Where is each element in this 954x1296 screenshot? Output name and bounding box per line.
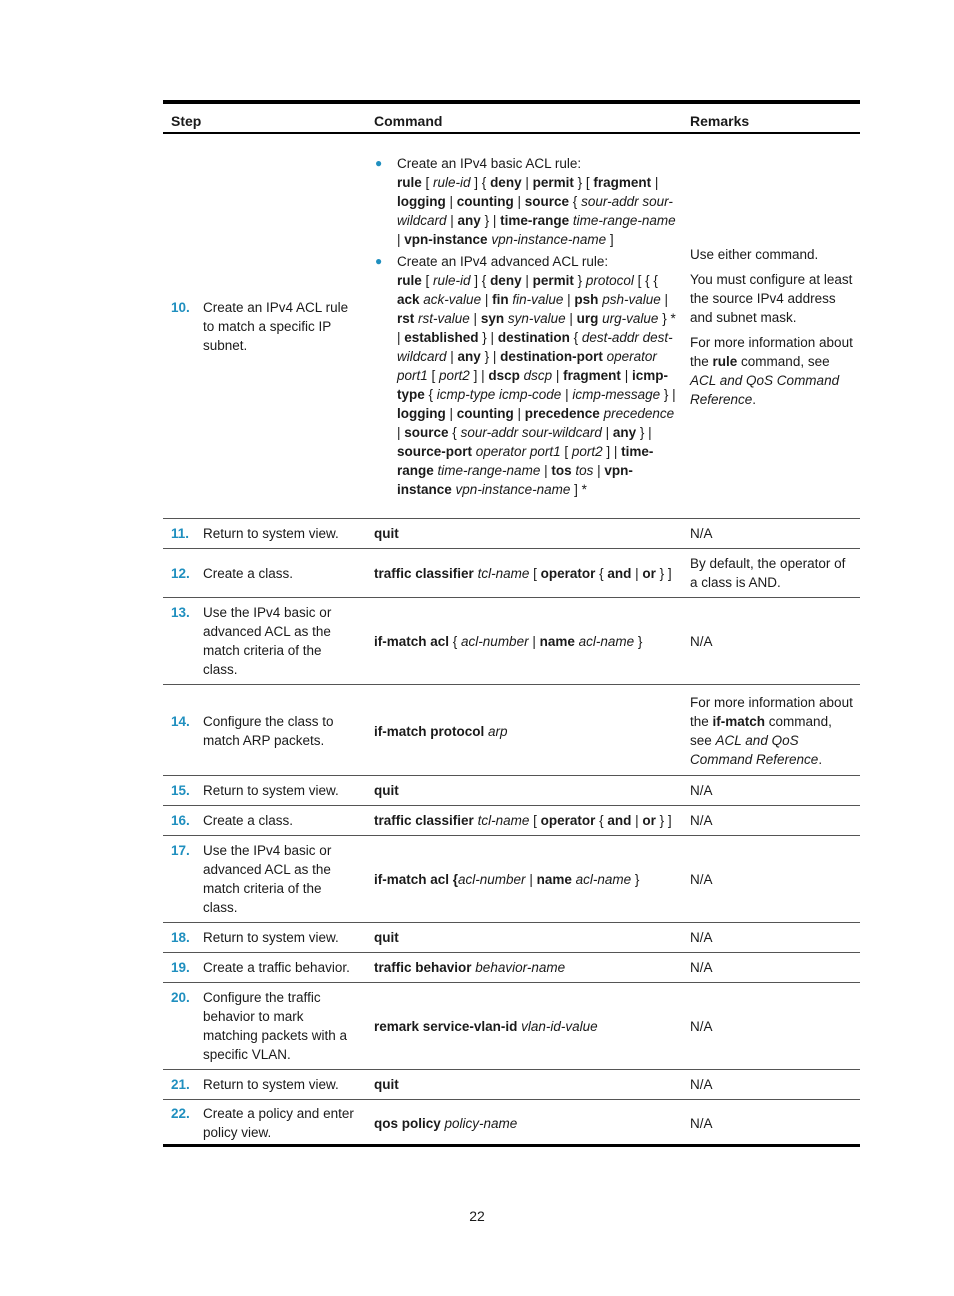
syntax-text: [ { { xyxy=(633,273,658,288)
remarks-cell xyxy=(682,836,860,923)
argument: fin-value xyxy=(512,292,564,307)
syntax-text: | xyxy=(446,213,458,228)
step xyxy=(171,564,360,583)
step-description: Use the IPv4 basic or advanced ACL as the match criteria of the class. xyxy=(203,843,332,915)
remark: N/A xyxy=(690,526,713,541)
bullet-icon: ● xyxy=(375,254,383,268)
page-number: 22 xyxy=(469,1208,485,1224)
remark: N/A xyxy=(690,960,713,975)
step-cell xyxy=(163,806,366,836)
syntax-text: } [ xyxy=(573,175,594,190)
step-number: 14. xyxy=(171,714,190,729)
step-number: 19. xyxy=(171,960,190,975)
step-description: Return to system view. xyxy=(203,930,339,945)
step-cell xyxy=(163,776,366,806)
keyword: fin xyxy=(492,292,509,307)
keyword: logging xyxy=(397,406,446,421)
keyword: time-range xyxy=(397,444,654,478)
keyword: source xyxy=(404,425,449,440)
remarks-cell xyxy=(682,598,860,685)
step-description: Return to system view. xyxy=(203,1077,339,1092)
argument: port2 xyxy=(571,444,603,459)
syntax-text: | xyxy=(445,194,457,209)
step xyxy=(171,928,360,947)
keyword: quit xyxy=(374,783,399,798)
header-remarks: Remarks xyxy=(682,102,860,133)
syntax-text: | xyxy=(631,813,643,828)
remarks-cell xyxy=(682,1070,860,1100)
table-row xyxy=(163,598,860,685)
keyword: quit xyxy=(374,930,399,945)
argument: operator port1 xyxy=(475,444,561,459)
keyword: permit xyxy=(532,273,574,288)
keyword: destination xyxy=(497,330,570,345)
keyword: any xyxy=(457,213,481,228)
syntax-text: [ xyxy=(529,813,541,828)
command-cell xyxy=(366,923,682,953)
syntax-text: ] | xyxy=(602,444,622,459)
keyword: precedence xyxy=(524,406,600,421)
syntax-text: For more information about the xyxy=(690,334,853,369)
step-cell xyxy=(163,1100,366,1146)
syntax-text: [ xyxy=(560,444,572,459)
syntax-text: | xyxy=(469,311,481,326)
syntax-text: | xyxy=(397,232,405,247)
remarks-cell xyxy=(682,983,860,1070)
step xyxy=(171,781,360,800)
remarks-cell xyxy=(682,776,860,806)
syntax-text: { xyxy=(569,330,582,345)
syntax-text: command, see xyxy=(737,353,830,369)
step-cell xyxy=(163,685,366,776)
step-cell xyxy=(163,953,366,983)
syntax-text: | xyxy=(446,349,458,364)
argument: acl-number xyxy=(458,871,526,887)
keyword: fragment xyxy=(563,368,621,383)
command-cell xyxy=(366,836,682,923)
step-description: Configure the class to match ARP packets. xyxy=(203,714,334,748)
syntax-text: | xyxy=(563,292,575,307)
command-cell xyxy=(366,519,682,549)
remark xyxy=(690,333,854,409)
step-description: Return to system view. xyxy=(203,783,339,798)
syntax-text: } ] xyxy=(655,813,672,828)
keyword: traffic classifier xyxy=(374,565,474,581)
syntax-text: [ xyxy=(427,368,440,383)
step xyxy=(171,988,360,1064)
argument: protocol xyxy=(585,273,634,288)
step-number: 16. xyxy=(171,813,190,828)
argument: icmp-message xyxy=(572,387,661,402)
syntax-text: } | xyxy=(636,425,652,440)
keyword: vpn-instance xyxy=(397,463,633,497)
keyword: operator xyxy=(540,813,596,828)
keyword: icmp-type xyxy=(397,368,668,402)
keyword: if-match acl xyxy=(374,633,450,649)
syntax-text: } | xyxy=(660,387,676,402)
keyword: deny xyxy=(490,175,522,190)
keyword: ack xyxy=(397,292,420,307)
acl-command-syntax xyxy=(397,173,676,249)
step xyxy=(171,1075,360,1094)
syntax-text: . xyxy=(752,391,757,407)
step-description: Create an IPv4 ACL rule to match a specific IP subnet. xyxy=(203,300,349,353)
argument: vlan-id-value xyxy=(521,1018,598,1034)
syntax-text: } xyxy=(573,273,586,288)
remark: N/A xyxy=(690,1115,713,1131)
syntax-text: ] xyxy=(606,232,614,247)
acl-command-item xyxy=(374,154,676,249)
remark: N/A xyxy=(690,930,713,945)
step-cell xyxy=(163,133,366,519)
syntax-text: | xyxy=(397,425,405,440)
keyword: rule xyxy=(397,273,422,288)
step-cell xyxy=(163,836,366,923)
remarks-cell xyxy=(682,953,860,983)
step-description: Create a class. xyxy=(203,565,294,581)
header-step: Step xyxy=(163,102,366,133)
remark: N/A xyxy=(690,813,713,828)
keyword: counting xyxy=(456,194,514,209)
table-row xyxy=(163,836,860,923)
argument: dest-addr dest-wildcard xyxy=(397,330,673,364)
keyword: vpn-instance xyxy=(404,232,488,247)
keyword: deny xyxy=(490,273,522,288)
argument: acl-number xyxy=(461,633,529,649)
keyword: if-match xyxy=(712,714,766,729)
remarks-cell xyxy=(682,1100,860,1146)
bullet-icon: ● xyxy=(375,156,383,170)
argument: icmp-type icmp-code xyxy=(436,387,562,402)
remark: N/A xyxy=(690,871,713,887)
remark: N/A xyxy=(690,783,713,798)
step xyxy=(171,298,360,355)
argument: precedence xyxy=(603,406,675,421)
syntax-text: | xyxy=(521,175,533,190)
remarks-cell xyxy=(682,519,860,549)
keyword: traffic behavior xyxy=(374,960,472,975)
step-description: Return to system view. xyxy=(203,526,339,541)
argument: port2 xyxy=(439,368,470,383)
remark: By default, the operator of a class is AND. xyxy=(690,556,846,590)
syntax-text: | xyxy=(540,463,552,478)
syntax-text: } ] xyxy=(655,565,672,581)
keyword: dscp xyxy=(488,368,520,383)
keyword: tos xyxy=(551,463,572,478)
syntax-text: [ xyxy=(421,273,434,288)
syntax-text: ] { xyxy=(470,175,491,190)
argument: sour-addr sour-wildcard xyxy=(460,425,602,440)
remark: Use either command. xyxy=(690,246,819,262)
argument: ack-value xyxy=(423,292,482,307)
command-cell xyxy=(366,549,682,598)
step-cell xyxy=(163,923,366,953)
step-number: 22. xyxy=(171,1106,190,1121)
keyword: urg xyxy=(576,311,599,326)
remark: N/A xyxy=(690,633,713,649)
table-row xyxy=(163,806,860,836)
argument: tcl-name xyxy=(477,565,530,581)
header-command: Command xyxy=(366,102,682,133)
table-row xyxy=(163,519,860,549)
keyword: permit xyxy=(532,175,574,190)
keyword: if-match protocol xyxy=(374,723,485,739)
keyword: and xyxy=(607,565,632,581)
keyword: quit xyxy=(374,526,399,541)
syntax-text: | xyxy=(561,387,573,402)
syntax-text: } * | xyxy=(397,311,676,345)
step-cell xyxy=(163,983,366,1070)
remarks-cell xyxy=(682,549,860,598)
step-number: 11. xyxy=(171,526,190,541)
syntax-text: | xyxy=(660,292,668,307)
acl-command-list xyxy=(374,154,676,499)
syntax-text: { xyxy=(595,565,608,581)
argument: dscp xyxy=(523,368,553,383)
syntax-text: ] * xyxy=(570,482,587,497)
argument: tos xyxy=(575,463,594,478)
table-row xyxy=(163,685,860,776)
argument: vpn-instance-name xyxy=(455,482,571,497)
argument: urg-value xyxy=(602,311,659,326)
syntax-text: | xyxy=(565,311,577,326)
argument: rst-value xyxy=(418,311,470,326)
argument: acl-name xyxy=(575,871,632,887)
syntax-text: . xyxy=(818,752,823,767)
syntax-text: | xyxy=(513,194,525,209)
syntax-text: | xyxy=(513,406,525,421)
step-number: 20. xyxy=(171,990,190,1005)
keyword: psh xyxy=(574,292,599,307)
command-cell xyxy=(366,806,682,836)
keyword: operator xyxy=(540,565,596,581)
command-table xyxy=(163,100,860,1147)
command-cell xyxy=(366,1070,682,1100)
step-number: 13. xyxy=(171,605,190,620)
table-row xyxy=(163,953,860,983)
acl-command-label: Create an IPv4 advanced ACL rule: xyxy=(397,254,609,269)
syntax-text: [ xyxy=(529,565,541,581)
keyword: time-range xyxy=(500,213,570,228)
syntax-text: } | xyxy=(478,330,498,345)
command-cell xyxy=(366,685,682,776)
keyword: destination-port xyxy=(500,349,603,364)
keyword: name xyxy=(539,633,575,649)
syntax-text: { xyxy=(424,387,437,402)
remarks-cell xyxy=(682,133,860,519)
argument: operator port1 xyxy=(397,349,657,383)
acl-command-item xyxy=(374,252,676,499)
keyword: syn xyxy=(480,311,505,326)
keyword: qos policy xyxy=(374,1115,441,1131)
step xyxy=(171,712,360,750)
step-number: 15. xyxy=(171,783,190,798)
table-row xyxy=(163,776,860,806)
syntax-text: [ xyxy=(421,175,434,190)
command-cell xyxy=(366,776,682,806)
syntax-text: | xyxy=(525,871,537,887)
keyword: if-match acl { xyxy=(374,871,459,887)
table-body xyxy=(163,133,860,1146)
syntax-text: { xyxy=(449,633,462,649)
keyword: rule xyxy=(712,353,738,369)
remarks-cell xyxy=(682,923,860,953)
step-number: 21. xyxy=(171,1077,190,1092)
step-description: Configure the traffic behavior to mark matching packets with a specific VLAN. xyxy=(203,990,348,1062)
syntax-text: | xyxy=(601,425,613,440)
syntax-text: | xyxy=(651,175,659,190)
syntax-text: ] { xyxy=(470,273,491,288)
keyword: remark service-vlan-id xyxy=(374,1018,518,1034)
keyword: traffic classifier xyxy=(374,813,474,828)
syntax-text: | xyxy=(521,273,533,288)
step xyxy=(171,811,360,830)
keyword: established xyxy=(404,330,479,345)
table-row xyxy=(163,549,860,598)
table-row xyxy=(163,923,860,953)
keyword: counting xyxy=(456,406,514,421)
table-row xyxy=(163,1100,860,1146)
syntax-text: | xyxy=(481,292,493,307)
keyword: quit xyxy=(374,1077,399,1092)
step xyxy=(171,958,360,977)
command-cell xyxy=(366,1100,682,1146)
syntax-text: } xyxy=(634,633,643,649)
step xyxy=(171,1104,360,1142)
keyword: source xyxy=(524,194,570,209)
step-number: 12. xyxy=(171,565,190,581)
step-description: Use the IPv4 basic or advanced ACL as the match criteria of the class. xyxy=(203,605,332,677)
step-cell xyxy=(163,1070,366,1100)
remark: N/A xyxy=(690,1077,713,1092)
argument: time-range-name xyxy=(572,213,676,228)
syntax-text: ] | xyxy=(469,368,489,383)
keyword: any xyxy=(612,425,637,440)
syntax-text: For more information about the xyxy=(690,695,853,729)
keyword: any xyxy=(457,349,481,364)
command-cell xyxy=(366,953,682,983)
step-cell xyxy=(163,519,366,549)
keyword: source-port xyxy=(397,444,473,459)
syntax-text: } xyxy=(631,871,640,887)
table-row xyxy=(163,133,860,519)
step-number: 18. xyxy=(171,930,190,945)
table-row xyxy=(163,983,860,1070)
argument: syn-value xyxy=(507,311,566,326)
argument: ACL and QoS Command Reference xyxy=(690,372,840,407)
remarks-cell xyxy=(682,806,860,836)
argument: rule-id xyxy=(433,175,471,190)
step xyxy=(171,841,360,917)
command-cell xyxy=(366,133,682,519)
argument: arp xyxy=(488,723,508,739)
step-cell xyxy=(163,598,366,685)
keyword: rst xyxy=(397,311,415,326)
syntax-text: | xyxy=(552,368,564,383)
syntax-text: { xyxy=(569,194,582,209)
keyword: fragment xyxy=(593,175,652,190)
table-header-row xyxy=(163,102,860,133)
argument: policy-name xyxy=(444,1115,518,1131)
step-description: Create a traffic behavior. xyxy=(203,960,350,975)
remark xyxy=(690,693,854,769)
keyword: rule xyxy=(397,175,422,190)
command-cell xyxy=(366,983,682,1070)
argument: rule-id xyxy=(433,273,471,288)
syntax-text: | xyxy=(631,565,643,581)
syntax-text: } | xyxy=(480,213,501,228)
syntax-text: | xyxy=(445,406,457,421)
argument: acl-name xyxy=(578,633,635,649)
syntax-text: { xyxy=(595,813,608,828)
step-number: 10. xyxy=(171,300,190,315)
argument: tcl-name xyxy=(477,813,530,828)
table-row xyxy=(163,1070,860,1100)
syntax-text: { xyxy=(448,425,461,440)
argument: time-range-name xyxy=(437,463,541,478)
keyword: or xyxy=(642,565,656,581)
remark: You must configure at least the source IPv4 address and subnet mask. xyxy=(690,271,853,325)
step xyxy=(171,603,360,679)
keyword: logging xyxy=(397,194,446,209)
syntax-text: | xyxy=(620,368,632,383)
command-cell xyxy=(366,598,682,685)
step-description: Create a policy and enter policy view. xyxy=(203,1106,354,1140)
remarks-cell xyxy=(682,685,860,776)
keyword: or xyxy=(642,813,656,828)
step-number: 17. xyxy=(171,843,190,858)
syntax-text: | xyxy=(593,463,605,478)
syntax-text: | xyxy=(528,633,540,649)
step-description: Create a class. xyxy=(203,813,294,828)
syntax-text: } | xyxy=(480,349,501,364)
step xyxy=(171,524,360,543)
argument: ACL and QoS Command Reference xyxy=(690,733,819,767)
acl-command-syntax xyxy=(397,271,676,499)
argument: vpn-instance-name xyxy=(491,232,607,247)
argument: sour-addr sour-wildcard xyxy=(397,194,673,228)
keyword: name xyxy=(536,871,572,887)
step-cell xyxy=(163,549,366,598)
syntax-text: command, see xyxy=(690,714,832,748)
remark: N/A xyxy=(690,1018,713,1034)
argument: psh-value xyxy=(602,292,661,307)
acl-command-label: Create an IPv4 basic ACL rule: xyxy=(397,156,582,171)
argument: behavior-name xyxy=(475,960,566,975)
keyword: and xyxy=(607,813,632,828)
